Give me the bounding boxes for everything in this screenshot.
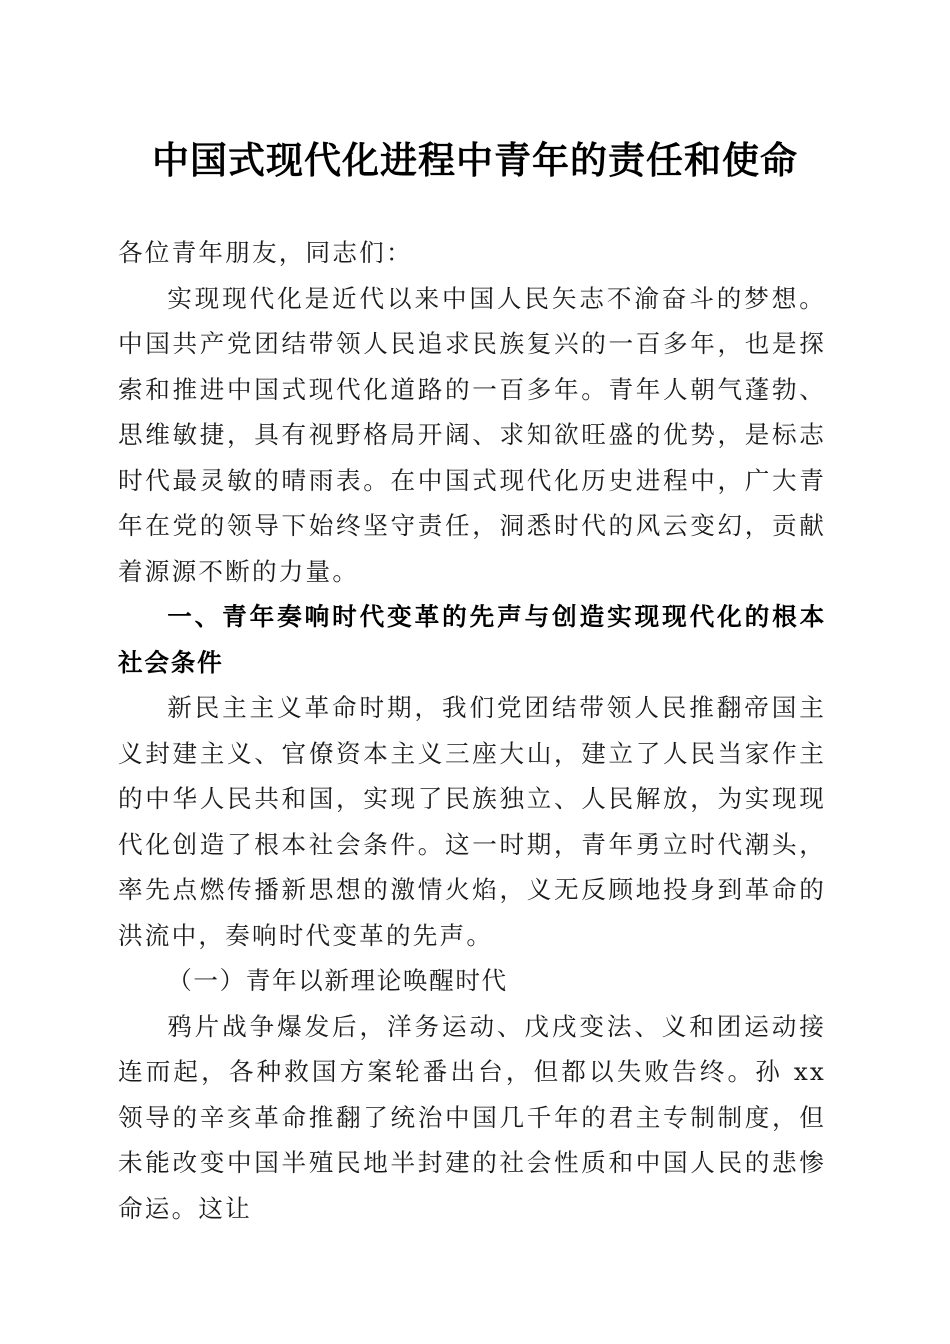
- document-title: 中国式现代化进程中青年的责任和使命: [152, 138, 798, 182]
- intro-paragraph: 实现现代化是近代以来中国人民矢志不渝奋斗的梦想。中国共产党团结带领人民追求民族复兴的一百多年，也是探索和推进中国式现代化道路的一百多年。青年人朝气蓬勃、思维敏捷，具有视野格局开阔、求知欲旺盛的优势，是标志时代最灵敏的晴雨表。在中国式现代化历史进程中，广大青年在党的领导下始终坚守责任，洞悉时代的风云变幻，贡献着源源不断的力量。: [118, 283, 826, 586]
- subsection-heading-1: （一）青年以新理论唤醒时代: [167, 966, 508, 995]
- subsection-1-paragraph: 鸦片战争爆发后，洋务运动、戊戌变法、义和团运动接连而起，各种救国方案轮番出台，但都以失败告终。孙 xx 领导的辛亥革命推翻了统治中国几千年的君主专制制度，但未能改变中国半殖民地半封建的社会性质和中国人民的悲惨命运。这让: [118, 1011, 826, 1223]
- section-1-paragraph: 新民主主义革命时期，我们党团结带领人民推翻帝国主义封建主义、官僚资本主义三座大山，建立了人民当家作主的中华人民共和国，实现了民族独立、人民解放，为实现现代化创造了根本社会条件。这一时期，青年勇立时代潮头，率先点燃传播新思想的激情火焰，义无反顾地投身到革命的洪流中，奏响时代变革的先声。: [118, 693, 826, 950]
- section-heading-1: 一、青年奏响时代变革的先声与创造实现现代化的根本社会条件: [118, 602, 826, 677]
- salutation: 各位青年朋友，同志们：: [118, 238, 413, 267]
- document-body: [118, 230, 826, 1231]
